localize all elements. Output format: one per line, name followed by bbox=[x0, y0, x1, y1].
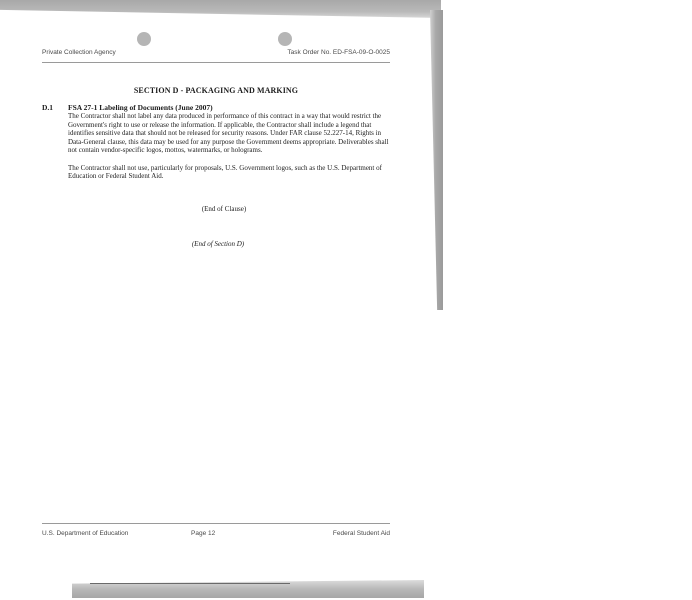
footer-organization: Federal Student Aid bbox=[332, 530, 390, 537]
scan-bottom-line bbox=[90, 583, 290, 584]
scan-top-edge-shadow bbox=[0, 0, 441, 18]
clause-title: FSA 27-1 Labeling of Documents (June 2007) bbox=[68, 103, 213, 112]
header-agency-label: Private Collection Agency bbox=[42, 49, 116, 56]
running-header bbox=[42, 48, 390, 58]
scan-right-edge-shadow bbox=[430, 10, 443, 310]
clause-paragraph-1: The Contractor shall not label any data produced in performance of this contract in a way that would restrict the Government's right to use or release the information. If applicable, the Contractor shall include a legend that identifies sensitive data that should not be released for security reasons. Under FAR clause 52.227-14, Rights in Data-General clause, this data may be used for any purpose the Government deems appropriate. Deliverables shall not contain vendor-specific logos, mottos, watermarks, or holograms. bbox=[68, 112, 389, 154]
footer-department: U.S. Department of Education bbox=[42, 530, 129, 537]
end-of-section: (End of Section D) bbox=[191, 240, 245, 248]
header-task-order: Task Order No. ED-FSA-09-O-0025 bbox=[287, 49, 390, 56]
header-rule bbox=[42, 62, 390, 63]
footer-page-number: Page 12 bbox=[191, 530, 216, 537]
clause-number: D.1 bbox=[42, 103, 54, 112]
clause-paragraph-2: The Contractor shall not use, particularly for proposals, U.S. Government logos, such as the U.S. Department of Education or Federal Student Aid. bbox=[68, 163, 382, 180]
document-content bbox=[42, 48, 390, 548]
clause-block bbox=[68, 103, 390, 181]
punch-hole-right bbox=[278, 32, 292, 46]
section-title: SECTION D - PACKAGING AND MARKING bbox=[133, 86, 299, 95]
punch-hole-left bbox=[137, 32, 151, 46]
end-of-clause: (End of Clause) bbox=[201, 205, 247, 213]
footer-rule bbox=[42, 523, 390, 524]
